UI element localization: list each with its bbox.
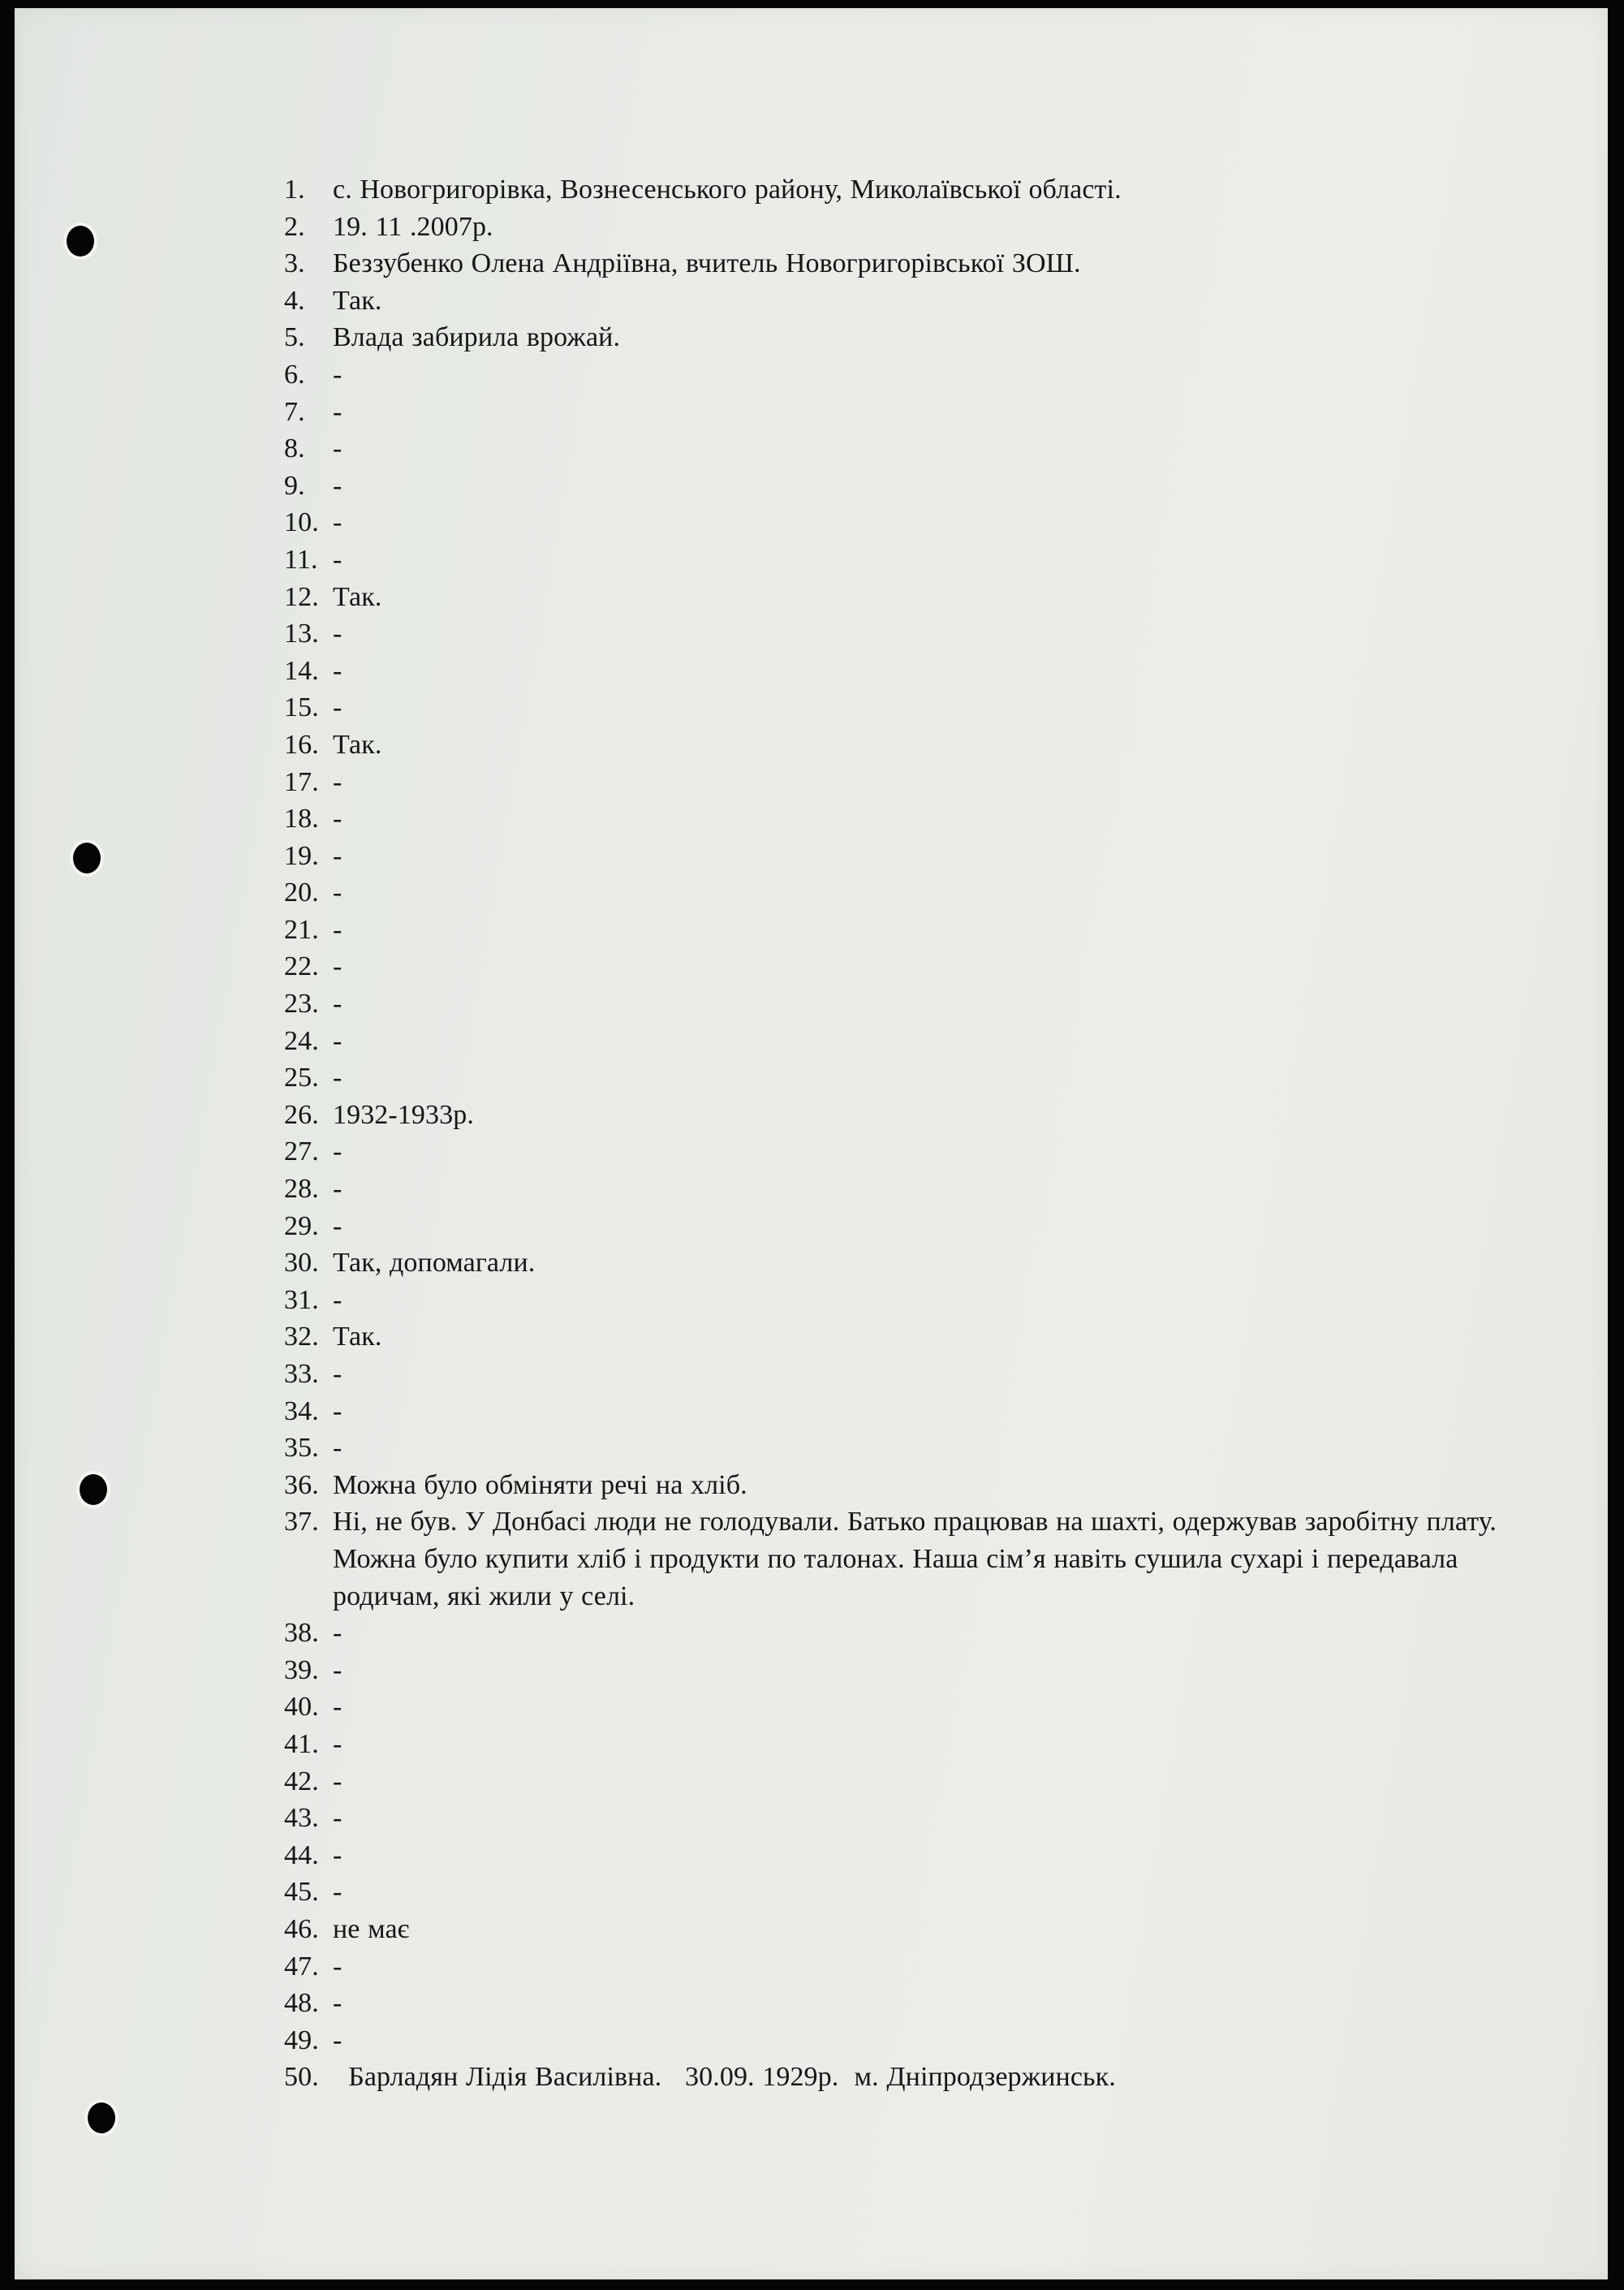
answer-item xyxy=(284,1023,1534,1060)
answer-item xyxy=(284,912,1534,949)
answer-item xyxy=(284,1688,1534,1726)
answer-text: Так. xyxy=(333,581,382,612)
punch-hole xyxy=(73,843,101,873)
answer-item xyxy=(284,985,1534,1023)
answer-item xyxy=(284,468,1534,505)
answer-text: - xyxy=(333,1359,342,1389)
answer-number: 38. xyxy=(284,1618,319,1649)
answer-text: - xyxy=(333,1803,342,1834)
answer-text: Барладян Лідія Василівна. 30.09. 1929р. м. Дніпродзержинськ. xyxy=(333,2062,1116,2093)
answer-number: 4. xyxy=(284,285,305,316)
answer-number: 48. xyxy=(284,1988,319,2019)
answer-item xyxy=(284,948,1534,985)
answer-item xyxy=(284,653,1534,690)
answer-item xyxy=(284,1244,1534,1282)
answer-text: - xyxy=(333,1877,342,1908)
answer-number: 26. xyxy=(284,1099,319,1130)
answer-text: - xyxy=(333,1284,342,1315)
answer-item xyxy=(284,727,1534,764)
answer-item xyxy=(284,800,1534,838)
answer-item xyxy=(284,2059,1534,2096)
answer-text: - xyxy=(333,1766,342,1796)
answer-number: 27. xyxy=(284,1136,319,1167)
answer-text: - xyxy=(333,619,342,649)
answer-text: - xyxy=(333,1174,342,1205)
answer-item xyxy=(284,209,1534,246)
answer-item xyxy=(284,394,1534,431)
answer-text: - xyxy=(333,914,342,945)
answer-item xyxy=(284,1097,1534,1134)
answer-item xyxy=(284,1282,1534,1319)
answer-item xyxy=(284,319,1534,356)
answer-number: 41. xyxy=(284,1728,319,1759)
answer-item xyxy=(284,1208,1534,1245)
answer-item xyxy=(284,356,1534,394)
answer-list xyxy=(284,171,1534,2096)
answer-text: - xyxy=(333,766,342,797)
answer-text: - xyxy=(333,1692,342,1723)
answer-item xyxy=(284,1133,1534,1171)
answer-item xyxy=(284,1467,1534,1504)
answer-number: 23. xyxy=(284,989,319,1020)
answer-text: - xyxy=(333,2025,342,2055)
answer-item xyxy=(284,245,1534,282)
answer-number: 45. xyxy=(284,1877,319,1908)
answer-item xyxy=(284,579,1534,616)
answer-number: 5. xyxy=(284,322,305,353)
answer-number: 16. xyxy=(284,729,319,760)
answer-number: 40. xyxy=(284,1692,319,1723)
answer-text: Ні, не був. У Донбасі люди не голодували. Батько працював на шахті, одержував заробітну плату. Можна було купити хліб і продукти по талонах. Наша сім’я навіть сушила сухарі і передавала родичам, які жили у селі. xyxy=(333,1507,1505,1611)
answer-number: 7. xyxy=(284,396,305,427)
answer-item xyxy=(284,1985,1534,2022)
answer-number: 9. xyxy=(284,470,305,501)
answer-text: - xyxy=(333,878,342,908)
answer-text: Можна було обміняти речі на хліб. xyxy=(333,1469,747,1500)
answer-text: - xyxy=(333,544,342,575)
answer-item xyxy=(284,689,1534,727)
paper-sheet xyxy=(15,8,1608,2279)
answer-item xyxy=(284,1911,1534,1948)
answer-text: - xyxy=(333,507,342,538)
answer-number: 28. xyxy=(284,1174,319,1205)
answer-item xyxy=(284,282,1534,320)
answer-number: 32. xyxy=(284,1322,319,1352)
answer-number: 18. xyxy=(284,804,319,834)
answer-number: 15. xyxy=(284,692,319,723)
answer-text: - xyxy=(333,1025,342,1056)
answer-text: 19. 11 .2007р. xyxy=(333,211,493,242)
answer-item xyxy=(284,1874,1534,1911)
answer-text: - xyxy=(333,804,342,834)
answer-text: - xyxy=(333,1395,342,1426)
answer-text: - xyxy=(333,1839,342,1870)
answer-number: 3. xyxy=(284,248,305,279)
answer-item xyxy=(284,1393,1534,1430)
answer-text: - xyxy=(333,1988,342,2019)
answer-text: - xyxy=(333,1728,342,1759)
answer-number: 33. xyxy=(284,1359,319,1389)
answer-number: 35. xyxy=(284,1433,319,1464)
answer-number: 21. xyxy=(284,914,319,945)
answer-item xyxy=(284,1615,1534,1652)
answer-text: Так. xyxy=(333,285,382,316)
answer-number: 8. xyxy=(284,433,305,464)
answer-text: - xyxy=(333,1951,342,1982)
answer-text: - xyxy=(333,1433,342,1464)
answer-number: 50. xyxy=(284,2062,319,2093)
answer-text: - xyxy=(333,692,342,723)
answer-number: 24. xyxy=(284,1025,319,1056)
answer-number: 46. xyxy=(284,1913,319,1944)
answer-item xyxy=(284,1652,1534,1689)
answer-number: 17. xyxy=(284,766,319,797)
answer-number: 22. xyxy=(284,951,319,982)
answer-item xyxy=(284,1800,1534,1837)
answer-item xyxy=(284,1059,1534,1097)
answer-number: 6. xyxy=(284,359,305,390)
answer-number: 39. xyxy=(284,1654,319,1685)
answer-number: 1. xyxy=(284,175,305,205)
answer-number: 13. xyxy=(284,619,319,649)
answer-text: - xyxy=(333,396,342,427)
answer-text: с. Новогригорівка, Вознесенського району, Миколаївської області. xyxy=(333,175,1122,205)
answer-number: 19. xyxy=(284,840,319,871)
answer-number: 14. xyxy=(284,655,319,686)
answer-text: - xyxy=(333,359,342,390)
answer-number: 29. xyxy=(284,1210,319,1241)
answer-text: Влада забирила врожай. xyxy=(333,322,621,353)
answer-item xyxy=(284,1948,1534,1986)
answer-text: Так, допомагали. xyxy=(333,1248,536,1279)
punch-hole xyxy=(80,1474,107,1505)
answer-text: 1932-1933р. xyxy=(333,1099,474,1130)
answer-number: 42. xyxy=(284,1766,319,1796)
answer-item xyxy=(284,1503,1534,1615)
answer-number: 44. xyxy=(284,1839,319,1870)
answer-number: 36. xyxy=(284,1469,319,1500)
answer-text: Беззубенко Олена Андріївна, вчитель Новогригорівської ЗОШ. xyxy=(333,248,1081,279)
answer-number: 31. xyxy=(284,1284,319,1315)
answer-item xyxy=(284,1356,1534,1393)
answer-item xyxy=(284,2022,1534,2059)
answer-number: 2. xyxy=(284,211,305,242)
answer-number: 12. xyxy=(284,581,319,612)
answer-number: 43. xyxy=(284,1803,319,1834)
answer-item xyxy=(284,430,1534,468)
answer-text: - xyxy=(333,655,342,686)
answer-item xyxy=(284,764,1534,801)
answer-text: Так. xyxy=(333,1322,382,1352)
answer-item xyxy=(284,838,1534,875)
answer-number: 25. xyxy=(284,1063,319,1093)
answer-text: Так. xyxy=(333,729,382,760)
answer-number: 20. xyxy=(284,878,319,908)
answer-text: - xyxy=(333,1210,342,1241)
answer-text: - xyxy=(333,1063,342,1093)
answer-number: 30. xyxy=(284,1248,319,1279)
answer-item xyxy=(284,1726,1534,1763)
answer-text: - xyxy=(333,1136,342,1167)
answer-number: 49. xyxy=(284,2025,319,2055)
answer-item xyxy=(284,171,1534,209)
answer-item xyxy=(284,1171,1534,1208)
answer-number: 47. xyxy=(284,1951,319,1982)
answer-text: - xyxy=(333,433,342,464)
answer-text: - xyxy=(333,989,342,1020)
answer-number: 37. xyxy=(284,1507,319,1537)
answer-item xyxy=(284,1837,1534,1874)
punch-hole xyxy=(67,226,94,257)
punch-hole xyxy=(88,2102,115,2133)
answer-number: 34. xyxy=(284,1395,319,1426)
answer-number: 11. xyxy=(284,544,318,575)
answer-text: - xyxy=(333,1618,342,1649)
answer-item xyxy=(284,615,1534,653)
answer-text: - xyxy=(333,951,342,982)
answer-number: 10. xyxy=(284,507,319,538)
answer-item xyxy=(284,1763,1534,1801)
answer-text: - xyxy=(333,840,342,871)
answer-item xyxy=(284,541,1534,579)
answer-item xyxy=(284,504,1534,541)
answer-text: не має xyxy=(333,1913,410,1944)
answer-item xyxy=(284,1318,1534,1356)
answer-item xyxy=(284,874,1534,912)
answer-item xyxy=(284,1430,1534,1467)
answer-text: - xyxy=(333,1654,342,1685)
answer-text: - xyxy=(333,470,342,501)
